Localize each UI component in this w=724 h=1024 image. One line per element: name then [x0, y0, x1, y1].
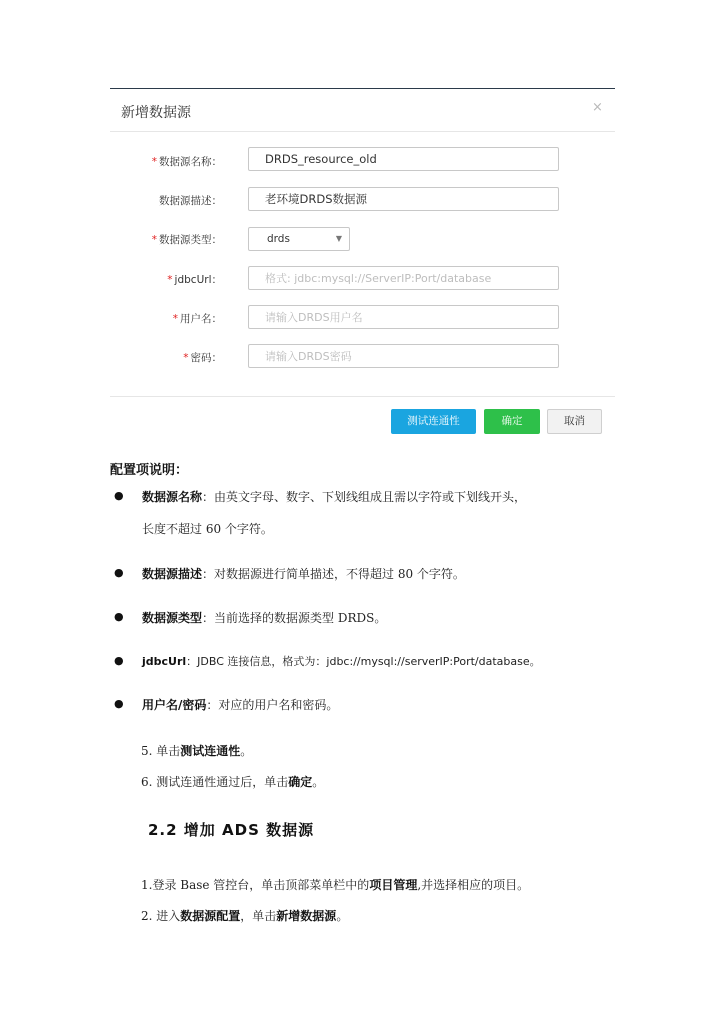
password-label: [183, 350, 222, 365]
list-item-term: 数据源名称: [142, 490, 203, 504]
list-item-text: 对应的用户名和密码。: [218, 698, 339, 712]
step-text: 5. 单击: [141, 744, 181, 758]
step-bold: 确定: [288, 775, 313, 789]
dialog-top-border: [110, 88, 615, 89]
list-item: [142, 565, 465, 582]
dialog-footer-divider: [110, 396, 615, 397]
username-input[interactable]: [248, 305, 559, 329]
step-text: 。: [312, 775, 325, 789]
list-item-term: 数据源类型: [142, 611, 203, 625]
jdbcurl-label: [167, 272, 222, 287]
step-bold: 数据源配置: [180, 909, 241, 923]
list-item: [142, 696, 338, 713]
step-text: ,并选择相应的项目。: [417, 878, 530, 892]
chevron-down-icon: ▼: [335, 234, 342, 243]
step-text: 2. 进入: [141, 909, 181, 923]
required-mark: *: [183, 352, 189, 364]
jdbcurl-input[interactable]: [248, 266, 559, 290]
list-item-sep: ：: [202, 490, 215, 504]
list-item-sep: ：: [202, 567, 215, 581]
list-item-sep: ：: [202, 611, 215, 625]
test-connectivity-button[interactable]: 测试连通性: [391, 409, 476, 434]
confirm-button[interactable]: 确定: [484, 409, 540, 434]
bullet-icon: ●: [114, 654, 124, 667]
close-icon[interactable]: ×: [592, 100, 603, 115]
datasource-type-select[interactable]: [248, 227, 350, 251]
section-heading: 2.2 增加 ADS 数据源: [148, 821, 315, 839]
step-bold: 新增数据源: [276, 909, 337, 923]
cancel-button[interactable]: 取消: [547, 409, 602, 434]
datasource-desc-label: [159, 193, 222, 208]
jdbcurl-label-text: jdbcUrl：: [174, 274, 222, 286]
list-item-continuation: 长度不超过 60 个字符。: [142, 522, 273, 536]
bullet-icon: ●: [114, 566, 124, 579]
datasource-name-label-text: 数据源名称：: [159, 156, 222, 168]
list-item: [142, 609, 386, 626]
step-item: [141, 907, 348, 924]
password-input[interactable]: [248, 344, 559, 368]
list-item: [142, 653, 541, 669]
bullet-icon: ●: [114, 489, 124, 502]
step-text: 。: [240, 744, 253, 758]
required-mark: *: [167, 274, 173, 286]
list-item-term: jdbcUrl: [142, 655, 187, 668]
required-mark: *: [151, 156, 157, 168]
step-text: 6. 测试连通性通过后，单击: [141, 775, 289, 789]
list-item-term: 数据源描述: [142, 567, 203, 581]
required-mark: *: [172, 313, 178, 325]
bullet-icon: ●: [114, 697, 124, 710]
required-mark: *: [151, 234, 157, 246]
list-item-text: 对数据源进行简单描述，不得超过 80 个字符。: [214, 567, 465, 581]
section-title: 配置项说明：: [110, 463, 189, 478]
list-item-text: 当前选择的数据源类型 DRDS。: [214, 611, 387, 625]
username-label-text: 用户名：: [180, 313, 222, 325]
datasource-name-input[interactable]: [248, 147, 559, 171]
dialog-header-divider: [110, 131, 615, 132]
datasource-type-value: drds: [267, 233, 290, 245]
dialog-title: 新增数据源: [121, 105, 191, 121]
step-text: ，单击: [240, 909, 277, 923]
step-bold: 测试连通性: [180, 744, 241, 758]
datasource-type-label-text: 数据源类型：: [159, 234, 222, 246]
password-label-text: 密码：: [190, 352, 222, 364]
bullet-icon: ●: [114, 610, 124, 623]
list-item-text: JDBC 连接信息，格式为：jdbc://mysql://serverIP:Port/database。: [197, 655, 541, 668]
datasource-desc-input[interactable]: [248, 187, 559, 211]
username-label: [173, 311, 222, 326]
step-text: 1.登录 Base 管控台，单击顶部菜单栏中的: [141, 878, 370, 892]
step-item: [141, 742, 252, 759]
step-item: [141, 773, 324, 790]
step-text: 。: [336, 909, 349, 923]
datasource-name-label: [152, 154, 222, 169]
datasource-desc-label-text: 数据源描述：: [159, 195, 222, 207]
list-item-text: 由英文字母、数字、下划线组成且需以字符或下划线开头，: [214, 490, 527, 504]
step-item: [141, 876, 529, 893]
list-item-sep: ：: [186, 655, 198, 668]
datasource-type-label: [152, 232, 222, 247]
list-item-sep: ：: [206, 698, 219, 712]
list-item-term: 用户名/密码: [142, 698, 207, 712]
list-item: [142, 488, 526, 505]
step-bold: 项目管理: [369, 878, 418, 892]
